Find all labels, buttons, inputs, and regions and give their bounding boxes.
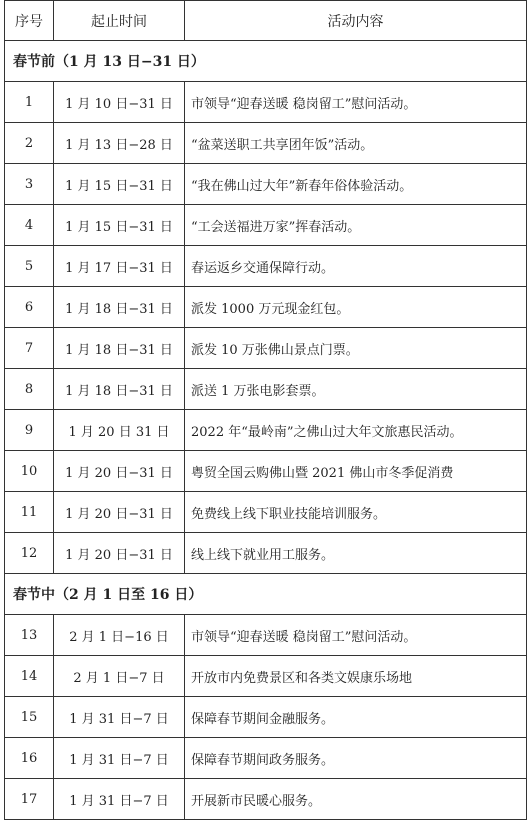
row-date: 1 月 20 日−31 日 <box>54 451 185 492</box>
header-date: 起止时间 <box>54 1 185 41</box>
row-number: 10 <box>5 451 54 492</box>
row-number: 5 <box>5 246 54 287</box>
row-activity: 派发 10 万张佛山景点门票。 <box>185 328 527 369</box>
row-activity: 线上线下就业用工服务。 <box>185 533 527 574</box>
table-row <box>5 246 527 287</box>
row-activity: 派送 1 万张电影套票。 <box>185 369 527 410</box>
header-activity: 活动内容 <box>185 1 527 41</box>
table-body <box>5 41 527 820</box>
row-date: 1 月 18 日−31 日 <box>54 328 185 369</box>
table-row <box>5 164 527 205</box>
row-number: 3 <box>5 164 54 205</box>
row-number: 16 <box>5 738 54 779</box>
row-number: 12 <box>5 533 54 574</box>
activity-schedule-table <box>4 0 527 820</box>
row-date: 1 月 31 日−7 日 <box>54 738 185 779</box>
row-activity: “盆菜送职工共享团年饭”活动。 <box>185 123 527 164</box>
row-activity: 开放市内免费景区和各类文娱康乐场地 <box>185 656 527 697</box>
table-row <box>5 697 527 738</box>
row-number: 14 <box>5 656 54 697</box>
row-date: 1 月 20 日 31 日 <box>54 410 185 451</box>
row-activity: 春运返乡交通保障行动。 <box>185 246 527 287</box>
row-activity: “工会送福进万家”挥春活动。 <box>185 205 527 246</box>
row-activity: “我在佛山过大年”新春年俗体验活动。 <box>185 164 527 205</box>
table-row <box>5 82 527 123</box>
row-number: 15 <box>5 697 54 738</box>
row-activity: 派发 1000 万元现金红包。 <box>185 287 527 328</box>
row-date: 2 月 1 日−7 日 <box>54 656 185 697</box>
row-date: 1 月 17 日−31 日 <box>54 246 185 287</box>
row-activity: 2022 年“最岭南”之佛山过大年文旅惠民活动。 <box>185 410 527 451</box>
row-number: 4 <box>5 205 54 246</box>
row-number: 11 <box>5 492 54 533</box>
row-number: 6 <box>5 287 54 328</box>
table-row <box>5 328 527 369</box>
row-number: 13 <box>5 615 54 656</box>
row-number: 1 <box>5 82 54 123</box>
table-row <box>5 656 527 697</box>
section-row <box>5 41 527 82</box>
table-row <box>5 533 527 574</box>
row-activity: 保障春节期间金融服务。 <box>185 697 527 738</box>
row-date: 1 月 18 日−31 日 <box>54 287 185 328</box>
row-activity: 市领导“迎春送暖 稳岗留工”慰问活动。 <box>185 615 527 656</box>
row-date: 1 月 20 日−31 日 <box>54 492 185 533</box>
row-date: 1 月 31 日−7 日 <box>54 697 185 738</box>
section-row <box>5 574 527 615</box>
row-activity: 开展新市民暖心服务。 <box>185 779 527 820</box>
row-activity: 粤贸全国云购佛山暨 2021 佛山市冬季促消费 <box>185 451 527 492</box>
table-row <box>5 369 527 410</box>
row-date: 1 月 31 日−7 日 <box>54 779 185 820</box>
row-date: 1 月 15 日−31 日 <box>54 164 185 205</box>
table-row <box>5 205 527 246</box>
table-row <box>5 451 527 492</box>
row-number: 8 <box>5 369 54 410</box>
table-row <box>5 287 527 328</box>
row-date: 1 月 15 日−31 日 <box>54 205 185 246</box>
row-date: 2 月 1 日−16 日 <box>54 615 185 656</box>
row-number: 2 <box>5 123 54 164</box>
section-title: 春节前（1 月 13 日−31 日） <box>5 41 527 82</box>
table-row <box>5 492 527 533</box>
row-number: 7 <box>5 328 54 369</box>
row-activity: 保障春节期间政务服务。 <box>185 738 527 779</box>
table-row <box>5 779 527 820</box>
row-number: 9 <box>5 410 54 451</box>
row-date: 1 月 20 日−31 日 <box>54 533 185 574</box>
section-title: 春节中（2 月 1 日至 16 日） <box>5 574 527 615</box>
row-activity: 市领导“迎春送暖 稳岗留工”慰问活动。 <box>185 82 527 123</box>
table-row <box>5 615 527 656</box>
row-date: 1 月 10 日−31 日 <box>54 82 185 123</box>
table-row <box>5 123 527 164</box>
table-row <box>5 738 527 779</box>
row-date: 1 月 18 日−31 日 <box>54 369 185 410</box>
table-header-row <box>5 1 527 41</box>
table-row <box>5 410 527 451</box>
header-number: 序号 <box>5 1 54 41</box>
row-activity: 免费线上线下职业技能培训服务。 <box>185 492 527 533</box>
row-date: 1 月 13 日−28 日 <box>54 123 185 164</box>
row-number: 17 <box>5 779 54 820</box>
